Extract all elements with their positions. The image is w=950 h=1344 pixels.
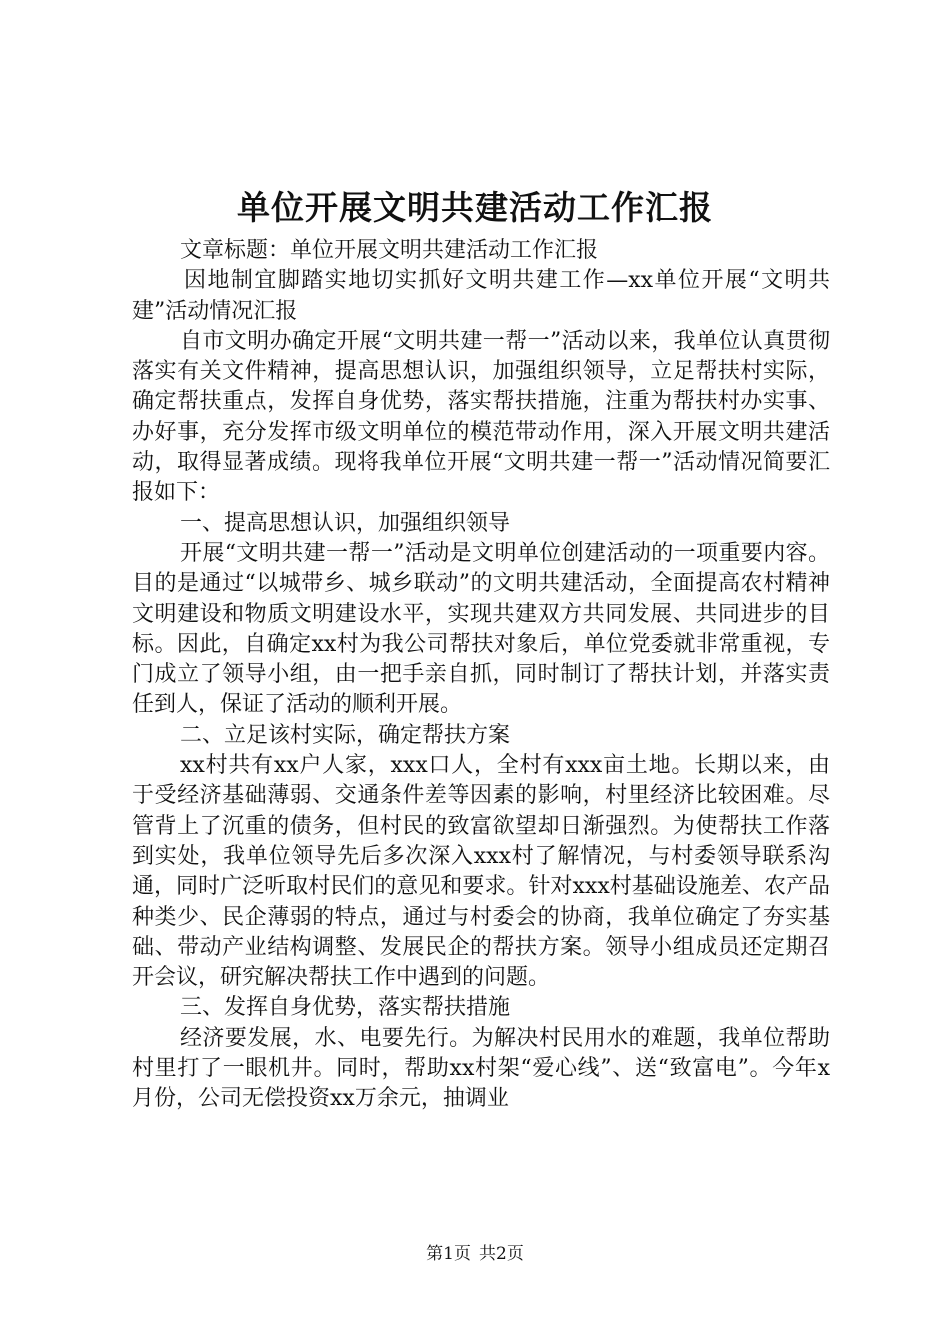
intro-paragraph: 自市文明办确定开展“文明共建一帮一”活动以来，我单位认真贯彻落实有关文件精神，提高思想认识，加强组织领导，立足帮扶村实际，确定帮扶重点，发挥自身优势，落实帮扶措施，注重为帮扶村办实事、办好事，充分发挥市级文明单位的模范带动作用，深入开展文明共建活动，取得显著成绩。现将我单位开展“文明共建一帮一”活动情况简要汇报如下： bbox=[132, 328, 830, 506]
document-title: 单位开展文明共建活动工作汇报 bbox=[237, 188, 713, 227]
page-footer bbox=[0, 1242, 950, 1266]
section-heading-3: 三、发挥自身优势，落实帮扶措施 bbox=[180, 995, 511, 1021]
section-heading-2: 二、立足该村实际，确定帮扶方案 bbox=[180, 722, 511, 748]
document-body bbox=[132, 236, 830, 1115]
section-paragraph-3: 经济要发展，水、电要先行。为解决村民用水的难题，我单位帮助村里打了一眼机井。同时，帮助xx村架“爱心线”、送“致富电”。今年x月份，公司无偿投资xx万余元，抽调业 bbox=[132, 1025, 830, 1112]
report-subtitle: 因地制宜脚踏实地切实抓好文明共建工作—xx单位开展“文明共建”活动情况汇报 bbox=[132, 268, 830, 324]
section-heading-1: 一、提高思想认识，加强组织领导 bbox=[180, 510, 511, 536]
page-total: 共2页 bbox=[479, 1244, 524, 1264]
article-title-line: 文章标题：单位开展文明共建活动工作汇报 bbox=[180, 238, 599, 263]
section-paragraph-1: 开展“文明共建一帮一”活动是文明单位创建活动的一项重要内容。目的是通过“以城带乡、城乡联动”的文明共建活动，全面提高农村精神文明建设和物质文明建设水平，实现共建双方共同发展、共同进步的目标。因此，自确定xx村为我公司帮扶对象后，单位党委就非常重视，专门成立了领导小组，由一把手亲自抓，同时制订了帮扶计划，并落实责任到人，保证了活动的顺利开展。 bbox=[132, 540, 830, 718]
page-number: 第1页 bbox=[426, 1244, 471, 1264]
section-paragraph-2: xx村共有xx户人家，xxx口人，全村有xxx亩土地。长期以来，由于受经济基础薄弱、交通条件差等因素的影响，村里经济比较困难。尽管背上了沉重的债务，但村民的致富欲望却日渐强烈。为使帮扶工作落到实处，我单位领导先后多次深入xxx村了解情况，与村委领导联系沟通，同时广泛听取村民们的意见和要求。针对xxx村基础设施差、农产品种类少、民企薄弱的特点，通过与村委会的协商，我单位确定了夯实基础、带动产业结构调整、发展民企的帮扶方案。领导小组成员还定期召开会议，研究解决帮扶工作中遇到的问题。 bbox=[132, 753, 830, 991]
